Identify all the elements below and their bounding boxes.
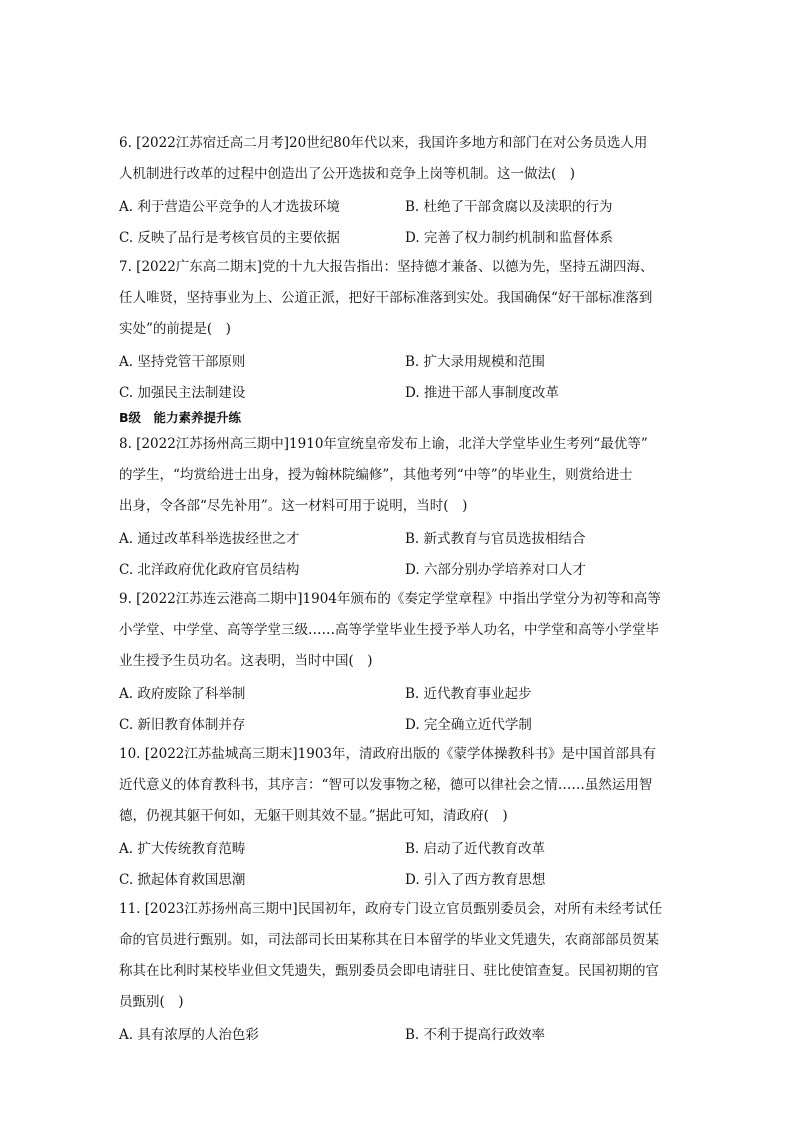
question-stem-line: 10. [2022江苏盐城高三期末]1903年，清政府出版的《蒙学体操教科书》是中国首部具有 [119,745,657,762]
exam-page [119,127,681,1048]
question-stem-line: 6. [2022江苏宿迁高二月考]20世纪80年代以来，我国许多地方和部门在对公务员选人用 [119,134,648,151]
options-row [119,375,681,406]
question-stem-line: 小学堂、中学堂、高等学堂三级……高等学堂毕业生授予举人功名，中学堂和高等小学堂毕 [119,621,659,638]
options-row [119,552,681,583]
question-10 [119,738,681,893]
question-stem-line: 11. [2023江苏扬州高三期中]民国初年，政府专门设立官员甄别委员会，对所有未经考试任 [119,900,663,917]
question-stem-line: 近代意义的体育教科书，其序言：“智可以发事物之秘，德可以律社会之情……虽然运用智 [119,776,653,793]
question-6 [119,127,681,251]
question-stem-line: 称其在比利时某校毕业但文凭遗失，甄别委员会即电请驻日、驻比使馆查复。民国初期的官 [119,962,659,979]
option-d[interactable]: D. 推进干部人事制度改革 [405,384,559,401]
options-row [119,707,681,738]
question-stem-line: 人机制进行改革的过程中创造出了公开选拔和竞争上岗等机制。这一做法( ) [119,165,576,182]
question-stem-line: 德，仍视其躯干何如，无躯干则其效不显。”据此可知，清政府( ) [119,807,508,824]
question-8 [119,428,681,583]
options-row [119,189,681,220]
option-d[interactable]: D. 六部分别办学培养对口人才 [405,561,586,578]
question-stem-line: 7. [2022广东高二期末]党的十九大报告指出：坚持德才兼备、以德为先，坚持五湖四海、 [119,258,654,275]
option-b[interactable]: B. 近代教育事业起步 [405,685,532,702]
option-c[interactable]: C. 加强民主法制建设 [119,384,246,401]
question-stem-line: 9. [2022江苏连云港高二期中]1904年颁布的《奏定学堂章程》中指出学堂分为初等和高等 [119,590,661,607]
option-b[interactable]: B. 不利于提高行政效率 [405,1026,546,1043]
option-d[interactable]: D. 完全确立近代学制 [405,716,532,733]
option-b[interactable]: B. 启动了近代教育改革 [405,840,546,857]
option-b[interactable]: B. 扩大录用规模和范围 [405,353,546,370]
option-c[interactable]: C. 掀起体育救国思潮 [119,871,246,888]
option-a[interactable]: A. 坚持党管干部原则 [119,353,246,370]
question-stem-line: 出身，令各部“尽先补用”。这一材料可用于说明，当时( ) [119,497,468,514]
options-row [119,1017,681,1048]
option-a[interactable]: A. 政府废除了科举制 [119,685,246,702]
option-a[interactable]: A. 扩大传统教育范畴 [119,840,246,857]
options-row [119,831,681,862]
option-b[interactable]: B. 新式教育与官员选拔相结合 [405,530,586,547]
option-d[interactable]: D. 完善了权力制约机制和监督体系 [405,229,613,246]
options-row [119,521,681,552]
section-heading: B级 能力素养提升练 [119,410,242,425]
question-stem-line: 命的官员进行甄别。如，司法部司长田某称其在日本留学的毕业文凭遗失，农商部部员贺某 [119,931,659,948]
option-a[interactable]: A. 利于营造公平竞争的人才选拔环境 [119,198,340,215]
option-b[interactable]: B. 杜绝了干部贪腐以及渎职的行为 [405,198,613,215]
options-row [119,862,681,893]
question-7 [119,251,681,406]
question-stem-line: 业生授予生员功名。这表明，当时中国( ) [119,652,373,669]
question-11 [119,893,681,1048]
option-d[interactable]: D. 引入了西方教育思想 [405,871,546,888]
question-stem-line: 员甄别( ) [119,993,184,1010]
question-stem-line: 任人唯贤，坚持事业为上、公道正派，把好干部标准落到实处。我国确保“好干部标准落到 [119,289,653,306]
question-stem-line: 8. [2022江苏扬州高三期中]1910年宣统皇帝发布上谕，北洋大学堂毕业生考列“最优等” [119,435,648,452]
question-stem-line: 实处”的前提是( ) [119,320,231,337]
options-row [119,220,681,251]
question-9 [119,583,681,738]
question-stem-line: 的学生，“均赏给进士出身，授为翰林院编修”，其他考列“中等”的毕业生，则赏给进士 [119,466,633,483]
options-row [119,344,681,375]
option-c[interactable]: C. 新旧教育体制并存 [119,716,246,733]
option-a[interactable]: A. 通过改革科举选拔经世之才 [119,530,300,547]
option-a[interactable]: A. 具有浓厚的人治色彩 [119,1026,259,1043]
option-c[interactable]: C. 反映了品行是考核官员的主要依据 [119,229,340,246]
option-c[interactable]: C. 北洋政府优化政府官员结构 [119,561,300,578]
options-row [119,676,681,707]
